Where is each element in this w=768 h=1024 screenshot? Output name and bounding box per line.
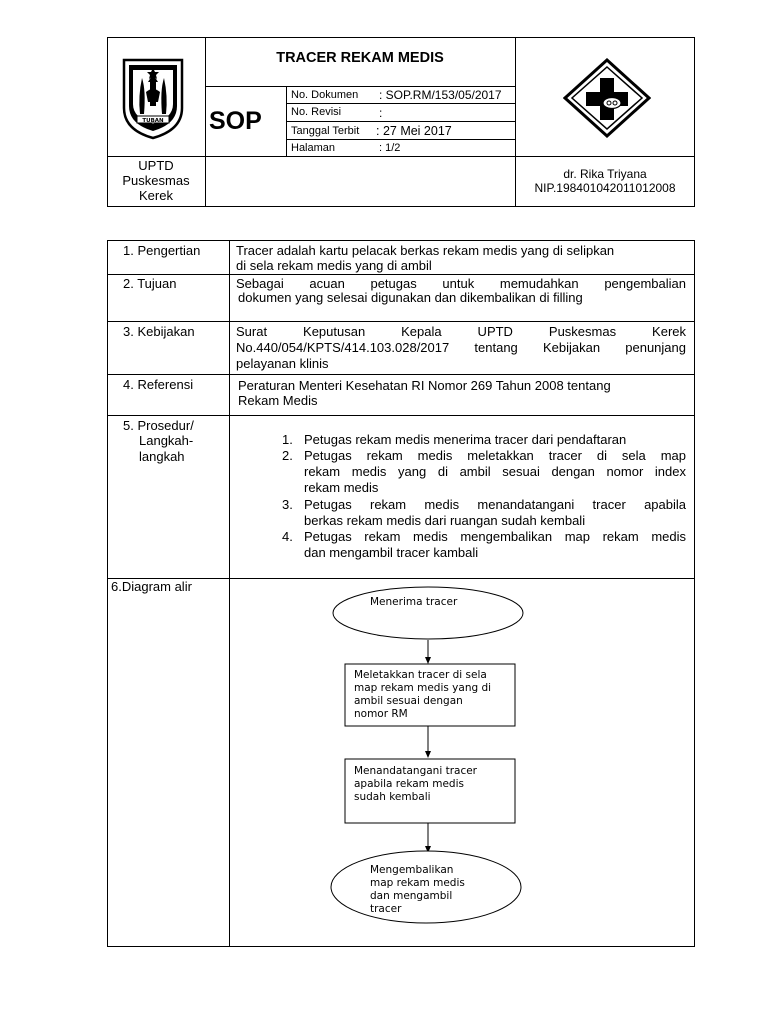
label-tujuan: 2. Tujuan	[123, 276, 177, 291]
label-prosedur-1: 5. Prosedur/	[123, 418, 194, 433]
logo-text: TUBAN	[142, 118, 164, 124]
step-text: Petugas rekam medis menandatangani tracer apabila	[304, 497, 686, 512]
flow-node-2-text: Meletakkan tracer di sela	[354, 669, 487, 681]
flow-node-2-text: map rekam medis yang di	[354, 682, 492, 694]
referensi-line-2: Rekam Medis	[238, 393, 318, 408]
label-referensi: 4. Referensi	[123, 377, 194, 392]
step-text: berkas rekam medis dari ruangan sudah kembali	[304, 513, 586, 528]
tujuan-line-1: Sebagai acuan petugas untuk memudahkan pengembalian	[236, 276, 686, 291]
field-label-no-dokumen: No. Dokumen	[291, 89, 359, 101]
step-number: 2.	[282, 448, 293, 463]
step-text: Petugas rekam medis meletakkan tracer di sela map	[304, 448, 686, 463]
label-kebijakan: 3. Kebijakan	[123, 324, 195, 339]
org-line-2: Puskesmas	[122, 173, 190, 188]
tujuan-line-2: dokumen yang selesai digunakan dan dikembalikan di filling	[238, 290, 583, 305]
flow-node-start-text: Menerima tracer	[370, 596, 458, 608]
step-number: 1.	[282, 432, 293, 447]
step-text: rekam medis yang di ambil sesuai dengan nomor index	[304, 464, 686, 479]
puskesmas-logo	[563, 58, 651, 138]
flow-node-end-text: dan mengambil	[370, 890, 453, 902]
sop-label: SOP	[209, 107, 262, 135]
field-value-halaman: : 1/2	[379, 142, 401, 154]
label-prosedur-3: langkah	[139, 449, 185, 464]
step-number: 4.	[282, 529, 293, 544]
field-label-no-revisi: No. Revisi	[291, 106, 342, 118]
field-value-no-revisi: :	[379, 106, 383, 120]
flow-node-end-text: tracer	[370, 903, 402, 915]
label-diagram: 6.Diagram alir	[111, 579, 192, 594]
flow-node-2-text: ambil sesuai dengan	[354, 695, 463, 707]
kebijakan-line-2: No.440/054/KPTS/414.103.028/2017 tentang Kebijakan penunjang	[236, 340, 686, 355]
flow-node-3-text: Menandatangani tracer	[354, 765, 477, 777]
step-text: dan mengambil tracer kambali	[304, 545, 479, 560]
signer-nip: NIP.198401042011012008	[534, 181, 676, 195]
field-value-tanggal-terbit: : 27 Mei 2017	[376, 124, 452, 138]
flowchart	[230, 579, 694, 946]
flow-node-end-text: map rekam medis	[370, 877, 465, 889]
kebijakan-line-1: Surat Keputusan Kepala UPTD Puskesmas Kerek	[236, 324, 686, 339]
flow-node-end-text: Mengembalikan	[370, 864, 454, 876]
field-label-tanggal-terbit: Tanggal Terbit	[291, 125, 360, 137]
pengertian-line-2: di sela rekam medis yang di ambil	[236, 258, 432, 273]
org-line-3: Kerek	[139, 188, 173, 203]
step-text: rekam medis	[304, 480, 379, 495]
regency-emblem-logo	[120, 56, 186, 141]
page-title: TRACER REKAM MEDIS	[276, 50, 444, 66]
step-number: 3.	[282, 497, 293, 512]
flow-node-3-text: sudah kembali	[354, 791, 431, 803]
flow-node-3-text: apabila rekam medis	[354, 778, 464, 790]
org-line-1: UPTD	[138, 158, 174, 173]
field-value-no-dokumen: : SOP.RM/153/05/2017	[379, 88, 502, 102]
label-pengertian: 1. Pengertian	[123, 243, 201, 258]
flow-node-start-shape	[333, 587, 523, 639]
flow-node-2-text: nomor RM	[354, 708, 408, 720]
pengertian-line-1: Tracer adalah kartu pelacak berkas rekam medis yang di selipkan	[236, 243, 615, 258]
field-label-halaman: Halaman	[291, 142, 336, 154]
label-prosedur-2: Langkah-	[139, 433, 194, 448]
signer-name: dr. Rika Triyana	[563, 167, 647, 181]
step-text: Petugas rekam medis mengembalikan map rekam medis	[304, 529, 686, 544]
step-text: Petugas rekam medis menerima tracer dari pendaftaran	[304, 432, 627, 447]
referensi-line-1: Peraturan Menteri Kesehatan RI Nomor 269 Tahun 2008 tentang	[238, 378, 611, 393]
kebijakan-line-3: pelayanan klinis	[236, 356, 329, 371]
